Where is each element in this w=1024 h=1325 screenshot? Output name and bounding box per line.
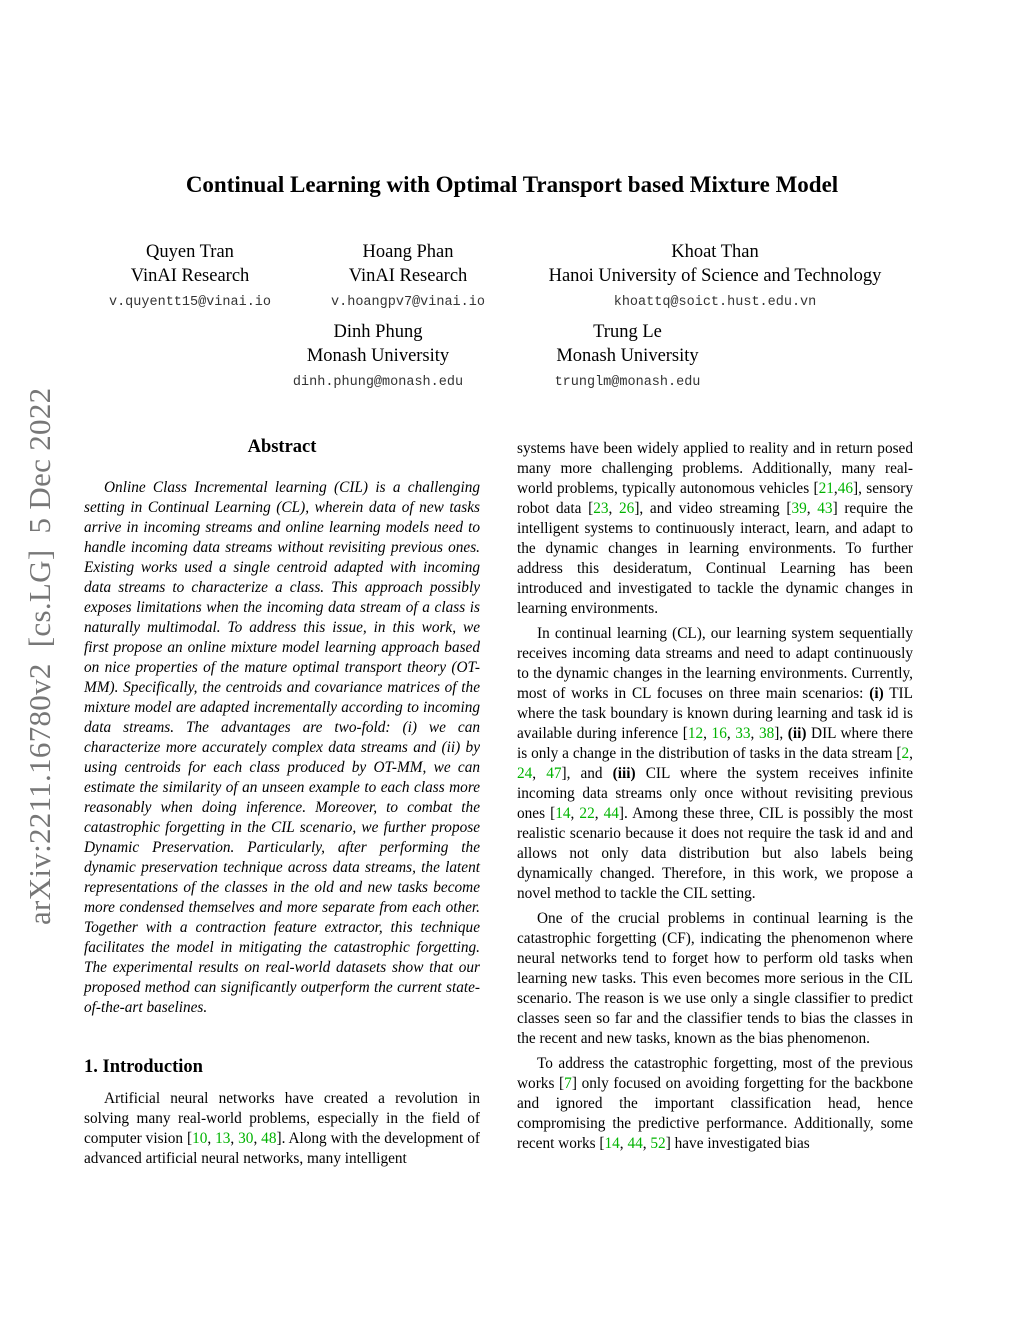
author-email[interactable]: trunglm@monash.edu bbox=[554, 375, 701, 390]
text-run: , bbox=[230, 1130, 239, 1147]
citation-link[interactable]: 24 bbox=[517, 765, 533, 782]
citation-link[interactable]: 47 bbox=[546, 765, 562, 782]
author-block bbox=[90, 241, 290, 315]
citation-link[interactable]: 16 bbox=[711, 725, 727, 742]
text-run: systems have been widely applied to reality and in return posed many more challenging problems. Additionally, many real-world problems, typically autonomous vehicles [ bbox=[517, 440, 913, 497]
text-run: Online Class Incremental learning (CIL) is a challenging setting in Continual Learning (CL), wherein data of new tasks arrive in incoming streams and online learning models need to handle incoming data streams without revisiting previous ones. Existing works used a single centroid adapted with incoming data streams to characterize a class. This approach possibly exposes limitations when the incoming data stream of a class is naturally multimodal. To address this issue, in this work, we first propose an online mixture model learning approach based on nice properties of the mature optimal transport theory (OT-MM). Specifically, the centroids and covariance matrices of the mixture model are adapted incrementally according to incoming data streams. The advantages are two-fold: (i) we can characterize more accurately complex data streams and (ii) by using centroids for each class produced by OT-MM, we can estimate the similarity of an unseen example to each class more reasonably when doing inference. Moreover, to combat the catastrophic forgetting in the CIL scenario, we further propose Dynamic Preservation. Particularly, after performing the dynamic preservation technique across data streams, the latent representations of the classes in the old and new tasks become more condensed themselves and more separate from each other. Together with a contraction feature extractor, this technique facilitates the model in mitigating the catastrophic forgetting. The experimental results on real-world datasets show that our proposed method can significantly outperform the current state-of-the-art baselines. bbox=[84, 479, 480, 1016]
text-run: ] only focused on avoiding forgetting for the backbone and ignored the important classification head, hence compromising the predictive performance. Additionally, some recent works [ bbox=[517, 1075, 913, 1152]
citation-link[interactable]: 22 bbox=[579, 805, 595, 822]
text-run: ], sensory robot data [ bbox=[517, 480, 913, 517]
author-email[interactable]: dinh.phung@monash.edu bbox=[292, 375, 464, 390]
section-heading-introduction: 1. Introduction bbox=[84, 1057, 203, 1077]
text-run: , bbox=[642, 1135, 651, 1152]
author-name: Khoat Than bbox=[671, 242, 759, 262]
citation-link[interactable]: 46 bbox=[837, 480, 854, 497]
citation-link[interactable]: 2 bbox=[901, 745, 910, 762]
text-run: In continual learning (CL), our learning system sequentially receives incoming data streams and need to adapt continuously to the dynamic changes in the learning environments. Currently, most of works in CL focuses on three main scenarios: bbox=[517, 625, 913, 702]
text-run: ] require the intelligent systems to continuously interact, learn, and adapt to the dynamic changes in learning environments. To further address this desideratum, Continual Learning has been introduced and investigated to tackle the dynamic changes in learning environments. bbox=[517, 500, 914, 617]
text-run: , bbox=[909, 745, 913, 762]
text-run: , bbox=[806, 500, 818, 517]
bold-text: (iii) bbox=[612, 765, 636, 782]
text-run: , bbox=[750, 725, 759, 742]
text-run: TIL where the task boundary is known during learning and task id is available during inference [ bbox=[517, 685, 913, 742]
paragraph bbox=[517, 1054, 913, 1154]
text-run: , bbox=[608, 500, 620, 517]
text-run: , bbox=[253, 1130, 262, 1147]
citation-link[interactable]: 13 bbox=[215, 1130, 231, 1147]
citation-link[interactable]: 48 bbox=[261, 1130, 277, 1147]
citation-link[interactable]: 21 bbox=[818, 480, 834, 497]
text-run: , bbox=[703, 725, 712, 742]
citation-link[interactable]: 14 bbox=[604, 1135, 620, 1152]
text-run: ] have investigated bias bbox=[665, 1135, 810, 1152]
author-affiliation: Hanoi University of Science and Technology bbox=[548, 265, 882, 286]
text-run: , bbox=[619, 1135, 628, 1152]
paragraph bbox=[84, 1089, 480, 1169]
abstract-body bbox=[84, 478, 480, 1018]
text-run: , bbox=[570, 805, 580, 822]
citation-link[interactable]: 44 bbox=[603, 805, 619, 822]
text-run: Artificial neural networks have created a revolution in solving many real-world problems, especially in the field of computer vision [ bbox=[84, 1090, 480, 1147]
paper-title: Continual Learning with Optimal Transport based Mixture Model bbox=[185, 172, 839, 197]
citation-link[interactable]: 43 bbox=[817, 500, 833, 517]
text-run: , bbox=[726, 725, 736, 742]
text-run: , bbox=[532, 765, 547, 782]
citation-link[interactable]: 39 bbox=[791, 500, 807, 517]
text-run: ]. Among these three, CIL is possibly the most realistic scenario because it does not require the task id and and allows not only data distribution but also labels being dynamically changed. Therefore, in this work, we propose a novel method to tackle the CIL setting. bbox=[517, 805, 913, 902]
paragraph bbox=[84, 478, 480, 1018]
citation-link[interactable]: 10 bbox=[192, 1130, 208, 1147]
author-affiliation: VinAI Research bbox=[348, 265, 468, 286]
abstract-heading: Abstract bbox=[247, 437, 317, 457]
citation-link[interactable]: 7 bbox=[564, 1075, 572, 1092]
citation-link[interactable]: 12 bbox=[687, 725, 704, 742]
text-run: CIL where the system receives infinite incoming data streams only once without revisiting previous ones [ bbox=[517, 765, 913, 822]
citation-link[interactable]: 33 bbox=[735, 725, 751, 742]
author-block bbox=[515, 241, 915, 315]
paragraph bbox=[517, 909, 913, 1049]
bold-text: (i) bbox=[869, 685, 884, 702]
citation-link[interactable]: 26 bbox=[619, 500, 635, 517]
text-run: ], and video streaming [ bbox=[634, 500, 792, 517]
author-name: Trung Le bbox=[593, 322, 662, 342]
text-run: ], and bbox=[561, 765, 613, 782]
author-email[interactable]: v.quyentt15@vinai.io bbox=[108, 295, 272, 310]
author-email[interactable]: v.hoangpv7@vinai.io bbox=[331, 295, 485, 310]
text-run: ], bbox=[774, 725, 788, 742]
author-affiliation: Monash University bbox=[306, 345, 450, 366]
introduction-body-right bbox=[517, 439, 913, 1154]
author-name: Quyen Tran bbox=[146, 242, 234, 262]
author-block bbox=[308, 241, 508, 315]
author-block bbox=[520, 321, 735, 395]
arxiv-identifier: arXiv:2211.16780v2 [cs.LG] 5 Dec 2022 bbox=[22, 387, 57, 925]
citation-link[interactable]: 52 bbox=[650, 1135, 666, 1152]
bold-text: (ii) bbox=[787, 725, 807, 742]
author-affiliation: VinAI Research bbox=[130, 265, 250, 286]
citation-link[interactable]: 30 bbox=[238, 1130, 254, 1147]
citation-link[interactable]: 14 bbox=[555, 805, 571, 822]
introduction-body-left bbox=[84, 1089, 480, 1169]
author-email[interactable]: khoattq@soict.hust.edu.vn bbox=[613, 295, 817, 310]
paragraph bbox=[517, 439, 913, 619]
text-run: ]. Along with the development of advanced artificial neural networks, many intelligent bbox=[84, 1130, 480, 1167]
text-run: DIL where there is only a change in the distribution of tasks in the data stream [ bbox=[517, 725, 914, 762]
right-column bbox=[517, 439, 913, 1154]
text-run: One of the crucial problems in continual learning is the catastrophic forgetting (CF), indicating the phenomenon where neural networks tend to forget how to perform old tasks when learning new tasks. This even becomes more serious in the CIL scenario. The reason is we use only a single classifier to predict classes seen so far and the classifier tends to bias the classes in the recent and new tasks, known as the bias phenomenon. bbox=[517, 910, 913, 1047]
left-column bbox=[84, 437, 480, 1169]
author-block bbox=[268, 321, 488, 395]
citation-link[interactable]: 38 bbox=[758, 725, 775, 742]
citation-link[interactable]: 23 bbox=[593, 500, 609, 517]
author-name: Hoang Phan bbox=[362, 242, 454, 262]
author-affiliation: Monash University bbox=[556, 345, 699, 366]
text-run: , bbox=[594, 805, 604, 822]
text-run: , bbox=[207, 1130, 216, 1147]
citation-link[interactable]: 44 bbox=[627, 1135, 643, 1152]
paragraph bbox=[517, 624, 913, 904]
text-run: To address the catastrophic forgetting, most of the previous works [ bbox=[517, 1055, 913, 1092]
text-run: , bbox=[833, 480, 838, 497]
author-name: Dinh Phung bbox=[333, 322, 423, 342]
